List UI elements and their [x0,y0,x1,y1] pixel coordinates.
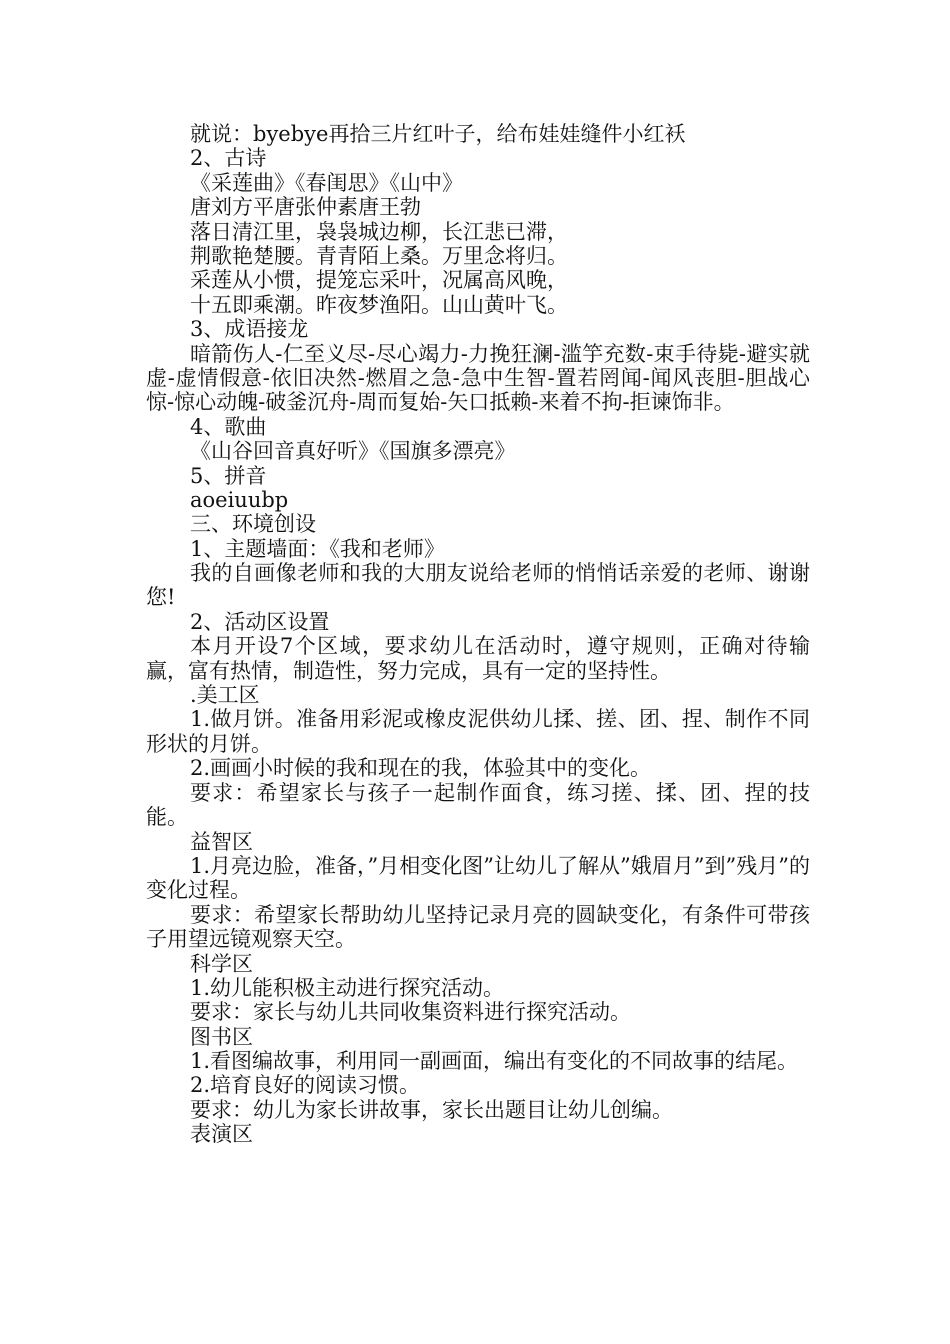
subsection-heading: 1、主题墙面：《我和老师》 [190,536,445,561]
area-heading: 表演区 [190,1122,253,1147]
section-heading: 3、成语接龙 [190,317,309,342]
paragraph: 我的自画像老师和我的大朋友说给老师的悄悄话亲爱的老师、谢谢您! [146,561,810,610]
section-heading: 5、拼音 [190,463,267,488]
section-heading: 三、环境创设 [190,512,316,537]
paragraph: 本月开设7个区域，要求幼儿在活动时，遵守规则，正确对待输赢，富有热情，制造性，努力完成，具有一定的坚持性。 [146,634,810,683]
paragraph: 1.看图编故事，利用同一副画面，编出有变化的不同故事的结尾。 [190,1049,799,1074]
area-heading: .美工区 [190,683,260,708]
paragraph: 要求：希望家长帮助幼儿坚持记录月亮的圆缺变化，有条件可带孩子用望远镜观察天空。 [146,902,810,952]
text-line: 就说：byebye再拾三片红叶子，给布娃娃缝件小红袄 [190,122,686,146]
section-heading: 2、古诗 [190,146,267,171]
pinyin-line: aoeiuubp [190,487,289,512]
paragraph: 要求：希望家长与孩子一起制作面食，练习搓、揉、团、捏的技能。 [146,780,810,830]
text-line: 2.画画小时候的我和现在的我，体验其中的变化。 [190,756,652,781]
poem-line: 落日清江里，袅袅城边柳，长江悲已滞， [190,219,568,244]
area-heading: 图书区 [190,1024,253,1049]
idiom-chain-paragraph: 暗箭伤人-仁至义尽-尽心竭力-力挽狂澜-滥竽充数-束手待毙-避实就虚-虚情假意-依旧决然-燃眉之急-急中生智-置若罔闻-闻风丧胆-胆战心惊-惊心动魄-破釜沉舟-周而复始-矢口抵赖-来着不拘-拒谏饰非。 [146,341,810,415]
text-line: 要求：幼儿为家长讲故事，家长出题目让幼儿创编。 [190,1097,673,1122]
document-page [146,122,810,1147]
text-line: 1.幼儿能积极主动进行探究活动。 [190,975,505,1000]
paragraph: 1.做月饼。准备用彩泥或橡皮泥供幼儿揉、搓、团、捏、制作不同形状的月饼。 [146,707,810,756]
area-heading: 科学区 [190,951,253,976]
poem-authors: 唐刘方平唐张仲素唐王勃 [190,195,421,220]
poem-line: 采莲从小惯，提笼忘采叶，况属高风晚， [190,268,568,293]
poem-titles: 《采莲曲》《春闺思》《山中》 [190,170,463,195]
song-titles: 《山谷回音真好听》《国旗多漂亮》 [190,439,516,464]
area-heading: 益智区 [190,829,253,854]
text-line: 要求：家长与幼儿共同收集资料进行探究活动。 [190,1000,631,1025]
text-line: 2.培育良好的阅读习惯。 [190,1073,421,1098]
poem-line: 十五即乘潮。昨夜梦渔阳。山山黄叶飞。 [190,292,568,317]
subsection-heading: 2、活动区设置 [190,609,330,634]
section-heading: 4、歌曲 [190,414,267,439]
poem-line: 荆歌艳楚腰。青青陌上桑。万里念将归。 [190,243,568,268]
paragraph: 1.月亮边脸，准备，”月相变化图”让幼儿了解从”娥眉月”到”残月”的变化过程。 [146,853,810,903]
